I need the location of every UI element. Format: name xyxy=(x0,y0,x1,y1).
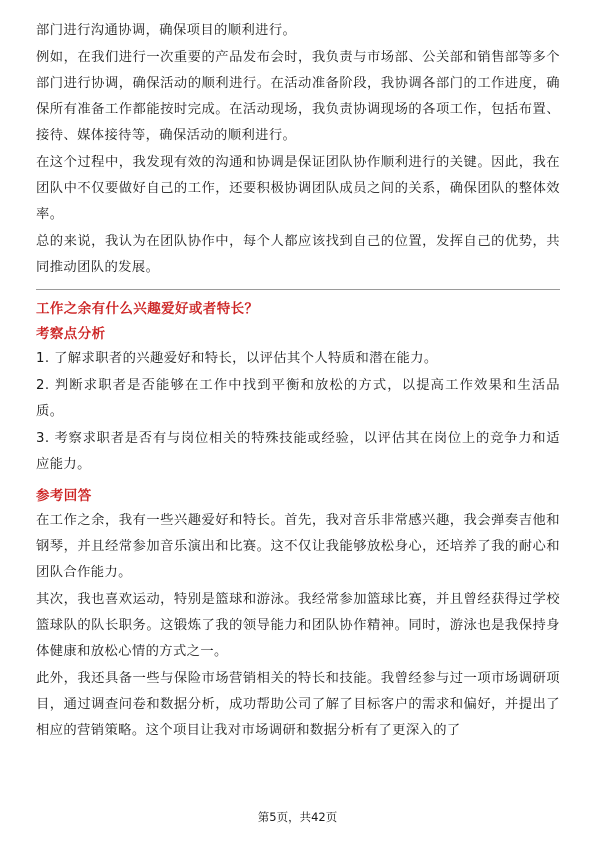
body-paragraph: 例如，在我们进行一次重要的产品发布会时，我负责与市场部、公关部和销售部等多个部门进行协调，确保活动的顺利进行。在活动准备阶段，我协调各部门的工作进度，确保所有准备工作都能按时完成。在活动现场，我负责协调现场的各项工作，包括布置、接待、媒体接待等，确保活动的顺利进行。 xyxy=(36,50,560,143)
body-paragraph: 部门进行沟通协调，确保项目的顺利进行。 xyxy=(36,23,297,38)
answer-paragraph: 在工作之余，我有一些兴趣爱好和特长。首先，我对音乐非常感兴趣，我会弹奏吉他和钢琴，并且经常参加音乐演出和比赛。这不仅让我能够放松身心，还培养了我的耐心和团队合作能力。 xyxy=(36,513,560,580)
analysis-point: 3. 考察求职者是否有与岗位相关的特殊技能或经验，以评估其在岗位上的竞争力和适应能力。 xyxy=(36,431,560,472)
answer-heading: 参考回答 xyxy=(36,488,92,504)
body-paragraph: 在这个过程中，我发现有效的沟通和协调是保证团队协作顺利进行的关键。因此，我在团队中不仅要做好自己的工作，还要积极协调团队成员之间的关系，确保团队的整体效率。 xyxy=(36,155,560,222)
question-title: 工作之余有什么兴趣爱好或者特长？ xyxy=(36,301,259,317)
analysis-point: 1. 了解求职者的兴趣爱好和特长，以评估其个人特质和潜在能力。 xyxy=(36,351,438,366)
answer-paragraph: 其次，我也喜欢运动，特别是篮球和游泳。我经常参加篮球比赛，并且曾经获得过学校篮球队的队长职务。这锻炼了我的领导能力和团队协作精神。同时，游泳也是我保持身体健康和放松心情的方式之一。 xyxy=(36,592,560,659)
page-number: 第5页，共42页 xyxy=(257,810,338,824)
page-content xyxy=(36,18,560,745)
analysis-heading: 考察点分析 xyxy=(36,326,106,342)
answer-paragraph: 此外，我还具备一些与保险市场营销相关的特长和技能。我曾经参与过一项市场调研项目，通过调查问卷和数据分析，成功帮助公司了解了目标客户的需求和偏好，并提出了相应的营销策略。这个项目让我对市场调研和数据分析有了更深入的了 xyxy=(36,671,560,738)
body-paragraph: 总的来说，我认为在团队协作中，每个人都应该找到自己的位置，发挥自己的优势，共同推动团队的发展。 xyxy=(36,234,560,275)
section-divider xyxy=(36,289,560,290)
analysis-point: 2. 判断求职者是否能够在工作中找到平衡和放松的方式，以提高工作效果和生活品质。 xyxy=(36,378,560,419)
